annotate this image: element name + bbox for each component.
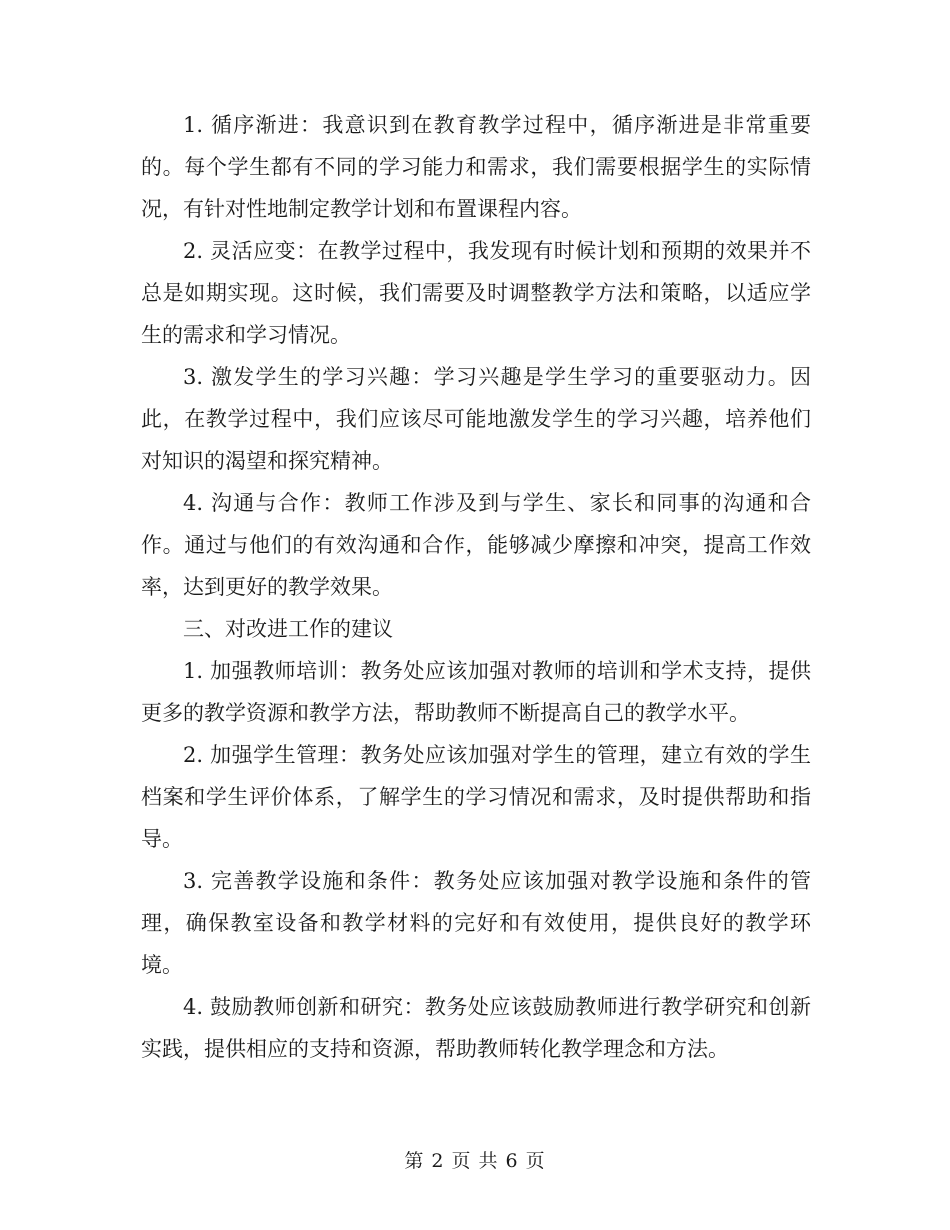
paragraph-3: 3. 激发学生的学习兴趣：学习兴趣是学生学习的重要驱动力。因此，在教学过程中，我们应该尽可能地激发学生的学习兴趣，培养他们对知识的渴望和探究精神。: [141, 365, 811, 473]
paragraph-1: 1. 循序渐进：我意识到在教育教学过程中，循序渐进是非常重要的。每个学生都有不同的学习能力和需求，我们需要根据学生的实际情况，有针对性地制定教学计划和布置课程内容。: [141, 113, 811, 221]
paragraph-6: 2. 加强学生管理：教务处应该加强对学生的管理，建立有效的学生档案和学生评价体系，了解学生的学习情况和需求，及时提供帮助和指导。: [141, 743, 811, 851]
paragraph-2: 2. 灵活应变：在教学过程中，我发现有时候计划和预期的效果并不总是如期实现。这时候，我们需要及时调整教学方法和策略，以适应学生的需求和学习情况。: [141, 239, 811, 347]
paragraph-8: 4. 鼓励教师创新和研究：教务处应该鼓励教师进行教学研究和创新实践，提供相应的支持和资源，帮助教师转化教学理念和方法。: [141, 995, 811, 1061]
paragraph-7: 3. 完善教学设施和条件：教务处应该加强对教学设施和条件的管理，确保教室设备和教学材料的完好和有效使用，提供良好的教学环境。: [141, 869, 811, 977]
paragraph-5: 1. 加强教师培训：教务处应该加强对教师的培训和学术支持，提供更多的教学资源和教学方法，帮助教师不断提高自己的教学水平。: [141, 659, 811, 725]
document-body: [141, 104, 811, 1070]
page-number-footer: 第 2 页 共 6 页: [404, 1150, 546, 1172]
paragraph-4: 4. 沟通与合作：教师工作涉及到与学生、家长和同事的沟通和合作。通过与他们的有效沟通和合作，能够减少摩擦和冲突，提高工作效率，达到更好的教学效果。: [141, 491, 811, 599]
section-heading: 三、对改进工作的建议: [183, 617, 393, 641]
